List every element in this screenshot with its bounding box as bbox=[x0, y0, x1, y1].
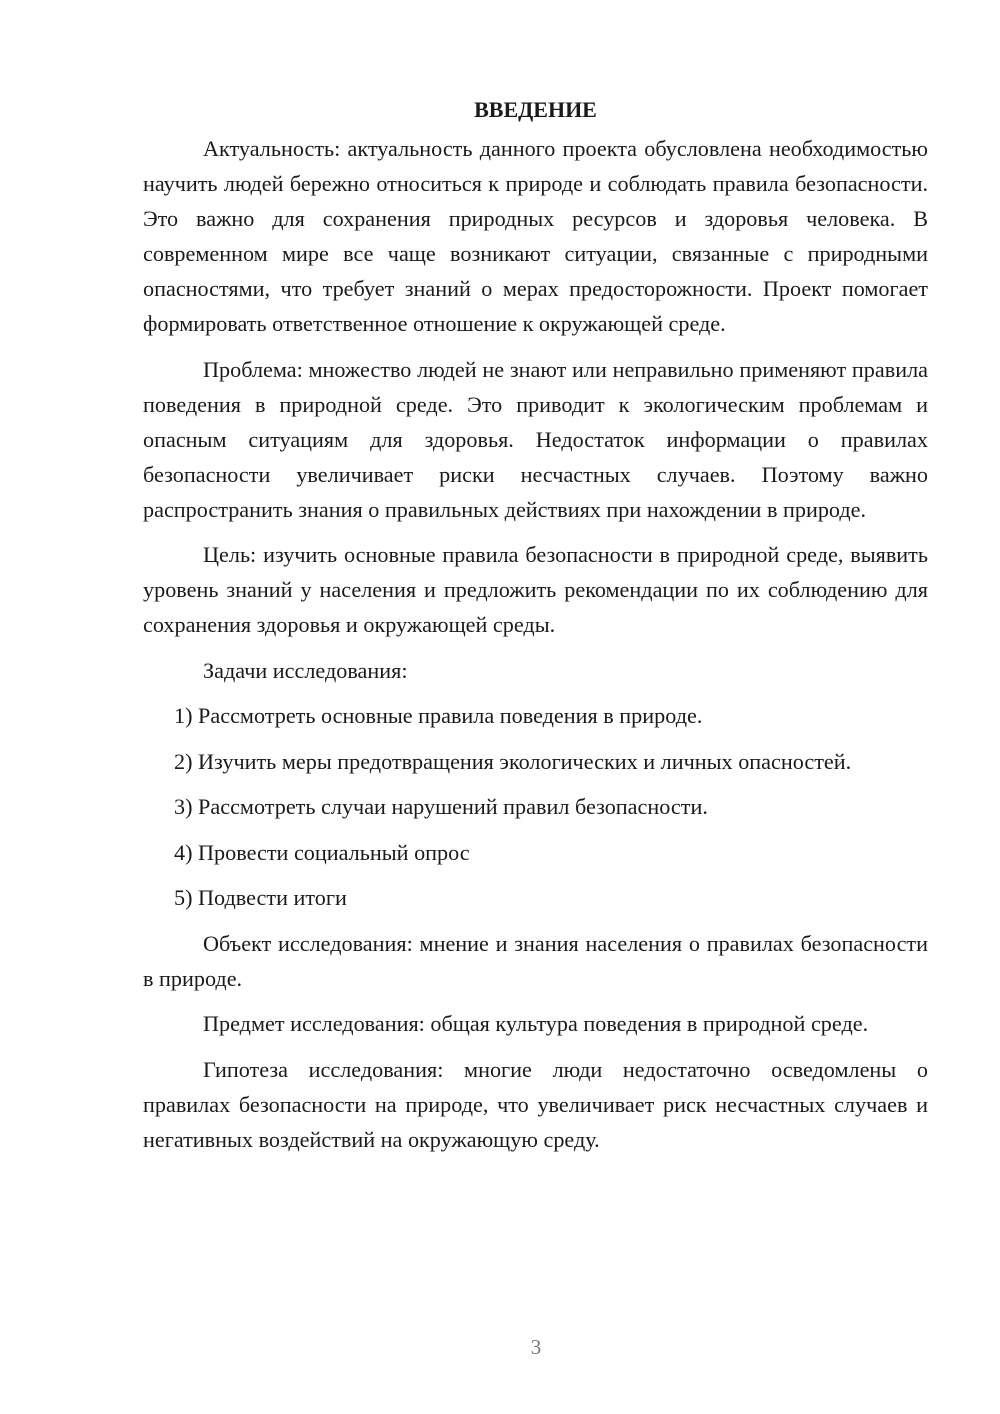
problem-paragraph: Проблема: множество людей не знают или неправильно применяют правила поведения в природной среде. Это приводит к экологическим проблемам и опасным ситуациям для здоровья. Недостаток информации о правилах безопасности увеличивает риски несчастных случаев. Поэтому важно распространить знания о правильных действиях при нахождении в природе. bbox=[143, 356, 928, 522]
tasks-heading: Задачи исследования: bbox=[203, 657, 408, 683]
task-item: 4) Провести социальный опрос bbox=[174, 839, 470, 865]
page-number: 3 bbox=[530, 1335, 542, 1359]
hypothesis-paragraph: Гипотеза исследования: многие люди недостаточно осведомлены о правилах безопасности на природе, что увеличивает риск несчастных случаев и негативных воздействий на окружающую среду. bbox=[143, 1056, 928, 1152]
page-content bbox=[143, 92, 928, 1167]
research-object-paragraph: Объект исследования: мнение и знания населения о правилах безопасности в природе. bbox=[143, 930, 928, 991]
task-item: 2) Изучить меры предотвращения экологических и личных опасностей. bbox=[174, 748, 852, 774]
task-item: 3) Рассмотреть случаи нарушений правил безопасности. bbox=[174, 794, 708, 819]
research-subject-paragraph: Предмет исследования: общая культура поведения в природной среде. bbox=[203, 1011, 869, 1036]
goal-paragraph: Цель: изучить основные правила безопасности в природной среде, выявить уровень знаний у населения и предложить рекомендации по их соблюдению для сохранения здоровья и окружающей среды. bbox=[143, 542, 928, 637]
section-title: ВВЕДЕНИЕ bbox=[474, 97, 597, 122]
task-item: 1) Рассмотреть основные правила поведения в природе. bbox=[174, 703, 703, 728]
task-item: 5) Подвести итоги bbox=[174, 885, 347, 910]
relevance-paragraph: Актуальность: актуальность данного проекта обусловлена необходимостью научить людей бережно относиться к природе и соблюдать правила безопасности. Это важно для сохранения природных ресурсов и здоровья человека. В современном мире все чаще возникают ситуации, связанные с природными опасностями, что требует знаний о мерах предосторожности. Проект помогает формировать ответственное отношение к окружающей среде. bbox=[143, 136, 928, 336]
